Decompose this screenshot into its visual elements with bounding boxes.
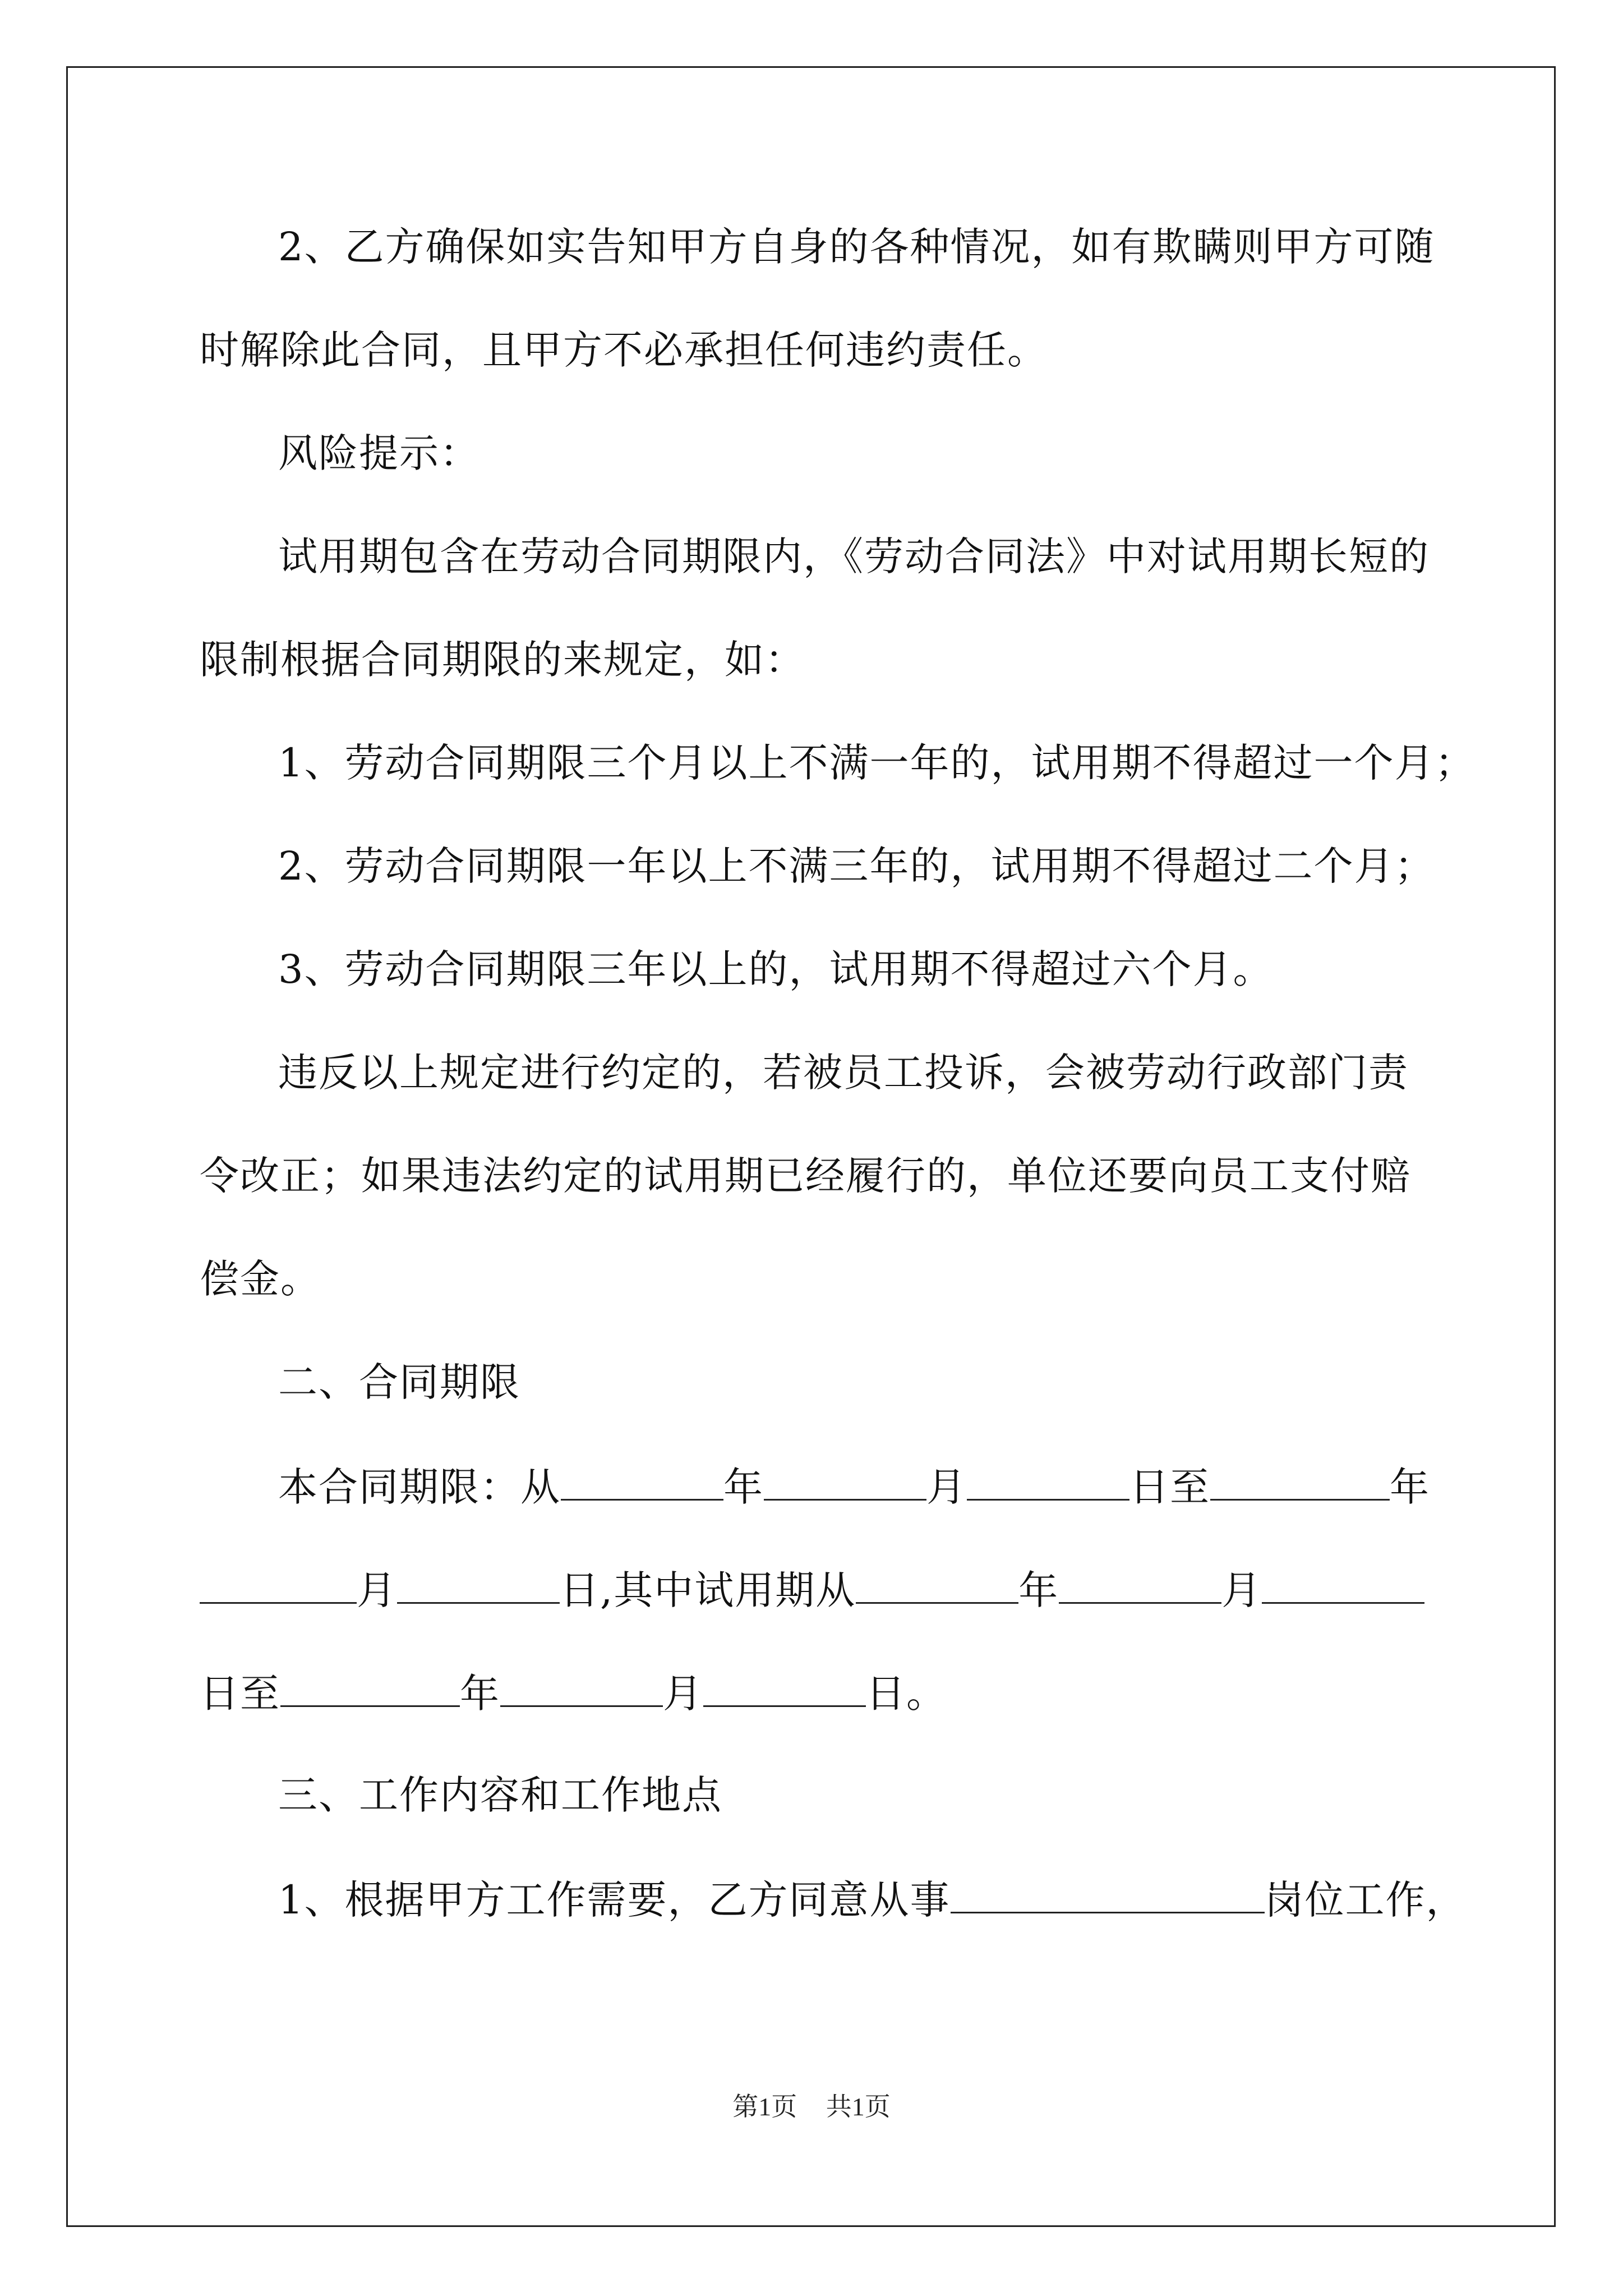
probation-end-month-label: 月 bbox=[663, 1671, 703, 1717]
probation-end-year-blank bbox=[280, 1664, 460, 1707]
probation-end-year-label: 年 bbox=[460, 1671, 500, 1717]
paragraph-line: 限制根据合同期限的来规定，如： bbox=[200, 637, 805, 683]
paragraph-line: 违反以上规定进行约定的，若被员工投诉，会被劳动行政部门责 bbox=[278, 1050, 1409, 1096]
section-heading-contract-term: 二、合同期限 bbox=[278, 1359, 520, 1405]
probation-year-blank bbox=[856, 1561, 1018, 1604]
contract-term-line-1 bbox=[200, 1457, 1433, 1513]
page-number: 第1页 bbox=[732, 2092, 797, 2121]
page-total: 共1页 bbox=[826, 2092, 891, 2121]
contract-term-line-2 bbox=[200, 1561, 1433, 1617]
year-blank bbox=[561, 1457, 723, 1501]
contract-term-line-3 bbox=[200, 1664, 1433, 1720]
end-day-blank bbox=[397, 1561, 560, 1604]
page-footer bbox=[0, 2090, 1623, 2124]
day-to-label: 日至 bbox=[1129, 1464, 1210, 1510]
end-month-blank bbox=[200, 1561, 357, 1604]
probation-end-day-blank bbox=[703, 1664, 866, 1707]
list-item: 3、劳动合同期限三年以上的，试用期不得超过六个月。 bbox=[278, 946, 1274, 992]
paragraph-line: 试用期包含在劳动合同期限内，《劳动合同法》中对试用期长短的 bbox=[278, 533, 1430, 579]
probation-day-blank bbox=[1262, 1561, 1424, 1604]
end-year-label: 年 bbox=[1390, 1464, 1430, 1510]
job-suffix: 岗位工作， bbox=[1264, 1877, 1467, 1923]
month-label: 月 bbox=[926, 1464, 967, 1510]
paragraph-line: 令改正；如果违法约定的试用期已经履行的，单位还要向员工支付赔 bbox=[200, 1153, 1411, 1199]
term-prefix: 本合同期限：从 bbox=[278, 1464, 561, 1510]
paragraph-line: 偿金。 bbox=[200, 1256, 321, 1302]
risk-notice-heading: 风险提示： bbox=[278, 430, 480, 476]
probation-day-to-label: 日至 bbox=[200, 1671, 280, 1717]
paragraph-line: 时解除此合同，且甲方不必承担任何违约责任。 bbox=[200, 327, 1048, 373]
end-year-blank bbox=[1210, 1457, 1390, 1501]
probation-year-label: 年 bbox=[1018, 1567, 1059, 1613]
paragraph-line: 2、乙方确保如实告知甲方自身的各种情况，如有欺瞒则甲方可随 bbox=[278, 224, 1435, 270]
day-blank bbox=[967, 1457, 1129, 1501]
year-label: 年 bbox=[723, 1464, 764, 1510]
month-blank bbox=[764, 1457, 926, 1501]
probation-end-month-blank bbox=[500, 1664, 663, 1707]
probation-end-day-label: 日。 bbox=[866, 1671, 947, 1717]
document-body bbox=[200, 219, 1476, 1973]
list-item: 2、劳动合同期限一年以上不满三年的，试用期不得超过二个月； bbox=[278, 843, 1435, 889]
end-month-label: 月 bbox=[357, 1567, 397, 1613]
job-position-line bbox=[200, 1870, 1467, 1926]
job-prefix: 1、根据甲方工作需要，乙方同意从事 bbox=[278, 1877, 951, 1923]
probation-month-label: 月 bbox=[1221, 1567, 1262, 1613]
position-blank bbox=[951, 1870, 1265, 1913]
list-item: 1、劳动合同期限三个月以上不满一年的，试用期不得超过一个月； bbox=[278, 740, 1476, 786]
probation-label: 日,其中试用期从 bbox=[560, 1567, 856, 1613]
section-heading-work-content: 三、工作内容和工作地点 bbox=[278, 1772, 722, 1818]
probation-month-blank bbox=[1059, 1561, 1221, 1604]
